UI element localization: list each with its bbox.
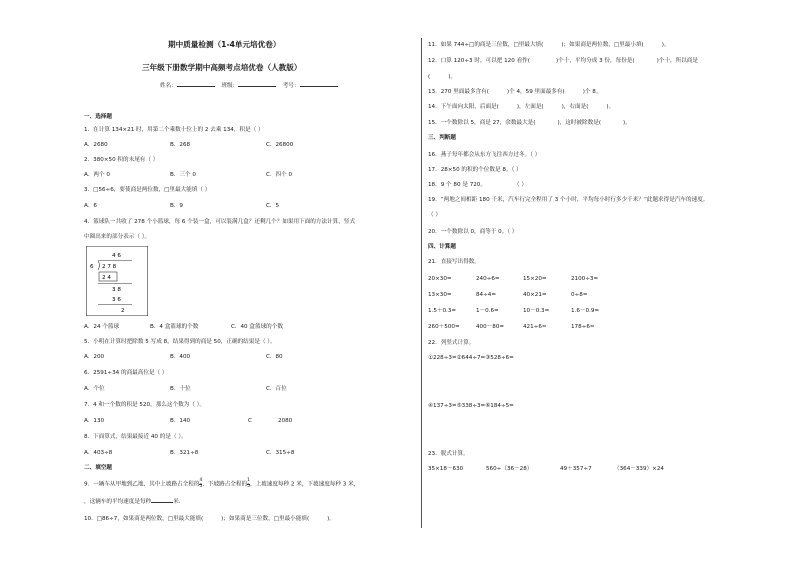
q4-option-c[interactable]: C．40 盒篮球的个数 [231,324,283,330]
oral-r4-c2: 400－80= [476,324,505,330]
division-divisor: 6 [90,264,94,270]
q8-option-a[interactable]: A．403÷8 [84,450,113,456]
class-label: 班级： [221,83,239,89]
fraction-uphill-denominator: 5 [199,483,203,489]
oral-r2-c3: 40×21= [523,292,547,298]
division-row-1: 2 4 [102,275,111,281]
q23-expr-4: （364－339）×24 [614,466,664,472]
oral-r3-c1: 1.5＋0.3= [428,308,457,314]
question-19: 19．“两地之间相距 180 千米，汽车行完全程用了 3 个小时，平均每小时行多少千米？”此题求得是汽车的速度。 [428,197,709,203]
question-9-line-2 [84,497,184,506]
fraction-uphill-numerator: 4 [199,478,203,483]
question-12-line-1: 12．口算 120÷3 时，可以把 120 看作( )个十，平均分成 3 份，每份是( )个十，所以商是 [428,58,698,64]
fraction-downhill-numerator: 1 [247,478,250,483]
division-row-2: 3 8 [112,287,121,293]
q9-text-4: ，这辆车的平均速度是每秒 [84,499,152,505]
q15-text-3: 。 [625,120,631,126]
q11-text-2: ；如果商是两位数，□里最小填 [563,42,642,48]
oral-r4-c3: 421÷6≈ [523,324,547,330]
oral-r4-c1: 260＋500= [428,324,460,330]
oral-r4-c4: 178÷6≈ [571,324,595,330]
question-15: 15．一个数除以 5，商是 27，余数最大是( )，这时被除数是( )。 [428,120,631,126]
question-2: 2．380×50 积的末尾有（ ） [84,157,159,163]
q9-blank[interactable] [151,497,173,503]
oral-r1-c3: 15×20= [523,276,547,282]
division-dividend: 2 7 8 [102,264,117,270]
question-4-line-2: 中圈出来的部分表示（ ）。 [84,234,151,240]
oral-r3-c4: 1.6－0.9= [571,308,600,314]
q1-option-b[interactable]: B．268 [170,142,191,148]
q9-text-5: 米． [173,499,185,505]
section-calc-heading: 四、计算题 [428,244,456,250]
q22-row-1: ①228÷3=②644÷7=③528÷6= [428,355,514,361]
q2-option-c[interactable]: C．四个 0 [266,172,293,178]
q23-expr-3: 49＋357÷7 [560,466,592,472]
oral-r1-c1: 20×30= [428,276,452,282]
question-1: 1．在计算 134×21 时，用第二个乘数十位上的 2 去乘 134，积是（ ） [84,127,264,133]
q10-text-2: ；如果商是三位数，□里最小能填 [223,516,307,522]
q13-text-2: 个 4，59 里面最多有 [509,89,563,95]
q14-text-3: ，右面是 [563,104,587,110]
class-field[interactable] [238,81,276,87]
question-14: 14．下午面向太阳，后面是( )，左面是( )，右面是( )。 [428,104,615,110]
q18-answer-parens[interactable]: （ ） [514,182,527,188]
division-row-3: 3 6 [112,297,121,303]
q12-text-2: 个十，平均分成 3 份，每份是 [558,58,633,64]
q12-text-4: 。 [450,74,456,80]
q5-option-c[interactable]: C．80 [266,354,283,360]
question-11: 11．如果 744÷□的商是三位数，□里最大填( )；如果商是两位数，□里最小填( )。 [428,42,670,48]
oral-r2-c1: 13×30= [428,292,452,298]
q10-text-3: 。 [329,516,335,522]
q8-option-b[interactable]: B．321÷8 [170,450,199,456]
question-6: 6．2591÷34 的商最高位是（ ） [84,370,168,376]
q5-option-a[interactable]: A．200 [84,354,105,360]
question-8: 8．下面算式，结果最接近 40 的是（ ）。 [84,434,187,440]
name-field[interactable] [177,81,215,87]
question-9-line-1 [84,479,359,489]
q23-expr-2: 560÷（36－28） [486,466,533,472]
column-divider [421,38,422,528]
q22-row-2: ④137÷3=⑤338÷3=⑥184÷5= [428,403,514,409]
id-field[interactable] [300,81,338,87]
q11-text-3: 。 [663,42,670,48]
question-17: 17．28×50 的积的个位数是 8。（ ） [428,167,522,173]
q14-text-2: ，左面是 [519,104,542,110]
question-12-line-2: ( )。 [428,74,456,80]
q1-option-a[interactable]: A．2680 [84,142,108,148]
exam-title: 期中质量检测（1-4单元培优卷） [168,40,281,49]
question-13: 13．270 里面最多含有( )个 4，59 里面最多有( )个 8。 [428,89,602,95]
student-info-row [160,81,338,90]
q7-option-a[interactable]: A．130 [84,418,105,424]
q13-text-3: 个 8。 [584,89,602,95]
division-remainder: 2 [121,308,125,314]
q14-text-1: 14．下午面向太阳，后面是 [428,104,497,110]
q2-option-a[interactable]: A．两个 0 [84,172,110,178]
q13-text-1: 13．270 里面最多含有 [428,89,487,95]
oral-r1-c4: 2100÷3= [571,276,599,282]
q2-option-b[interactable]: B．三个 0 [170,172,196,178]
question-4-line-1: 4．篮球队一共收了 278 个小篮球，每 6 个装一盒，可以装满几盒？还剩几个？如果用下面的方法计算，竖式 [84,219,356,225]
section-judge-heading: 三、判断题 [428,135,456,141]
question-18: 18．9 个 80 是 720。 [428,182,486,188]
question-23: 23．脱式计算。 [428,451,469,457]
q3-option-c[interactable]: C．5 [266,203,280,209]
q7-option-c-value[interactable]: 2080 [278,418,293,424]
name-label: 姓名： [160,83,177,89]
q3-option-a[interactable]: A．6 [84,203,97,209]
q12-text-1: 12．口算 120÷3 时，可以把 120 看作 [428,58,528,64]
q7-option-b[interactable]: B．140 [170,418,191,424]
oral-r2-c4: 0÷8= [571,292,588,298]
oral-r3-c2: 1－0.6= [476,308,499,314]
q14-text-4: 。 [608,104,615,110]
section-choice-heading: 一、选择题 [84,114,112,120]
question-5: 5．小明在计算时把除数 5 写成 8，结果得到的商是 50，正确的结果是（ ）。 [84,339,276,345]
q6-option-a[interactable]: A．个位 [84,386,105,392]
long-division-figure [86,246,148,316]
q6-option-c[interactable]: C．百位 [266,386,287,392]
q9-text-3: ，上坡速度每秒 2 米，下坡速度每秒 3 米， [249,481,360,488]
oral-r2-c2: 84÷4= [476,292,497,298]
id-label: 考号： [282,83,300,89]
q10-text-1: 10．□86÷7，如果商是两位数，□里最大能填 [84,516,201,522]
section-fill-heading: 二、填空题 [84,465,112,471]
q9-text-1: 9．一辆车从甲地到乙地，其中上坡路占全程的 [84,481,200,488]
q5-option-b[interactable]: B．400 [170,354,191,360]
question-10: 10．□86÷7，如果商是两位数，□里最大能填( )；如果商是三位数，□里最小能填( )。 [84,516,335,522]
exam-subtitle: 三年级下册数学期中高频考点培优卷（人教版） [142,63,302,72]
q9-text-2: ，下坡路占全程的 [202,481,248,488]
question-7: 7．4 和一个数的积是 520，那么这个数为（ ）。 [84,402,206,408]
oral-r1-c2: 240÷6= [476,276,500,282]
q12-text-3: 个十，所以商是 [658,58,698,64]
q4-option-b[interactable]: B．4 盒篮球的个数 [150,324,199,330]
q19-answer-parens[interactable]: （ ） [428,212,441,218]
q11-text-1: 11．如果 744÷□的商是三位数，□里最大填 [428,42,542,48]
question-3: 3．□56÷6，要使商是两位数，□里最大能填（ ） [84,187,211,193]
fraction-downhill-denominator: 5 [247,483,250,489]
question-20: 20．一个数除以 0，商等于 0。（ ） [428,229,518,235]
q3-option-b[interactable]: B．9 [170,203,183,209]
question-16: 16．燕子每年都会从东方飞往西方过冬。（ ） [428,152,541,158]
q4-option-a[interactable]: A．24 个篮球 [84,324,120,330]
question-22: 22．列竖式计算。 [428,340,475,346]
q23-expr-1: 35×18－630 [428,466,464,472]
question-21: 21．直接写出得数。 [428,259,480,265]
q6-option-b[interactable]: B．十位 [170,386,191,392]
q1-option-c[interactable]: C．26800 [266,142,294,148]
oral-r3-c3: 10－0.3= [523,308,550,314]
q15-text-1: 15．一个数除以 5，商是 27，余数最大是 [428,120,534,126]
q7-option-c-letter[interactable]: C [248,418,252,424]
q8-option-c[interactable]: C．315÷8 [266,450,295,456]
division-quotient: 4 6 [112,253,121,259]
q15-text-2: ，这时被除数是 [559,120,599,126]
